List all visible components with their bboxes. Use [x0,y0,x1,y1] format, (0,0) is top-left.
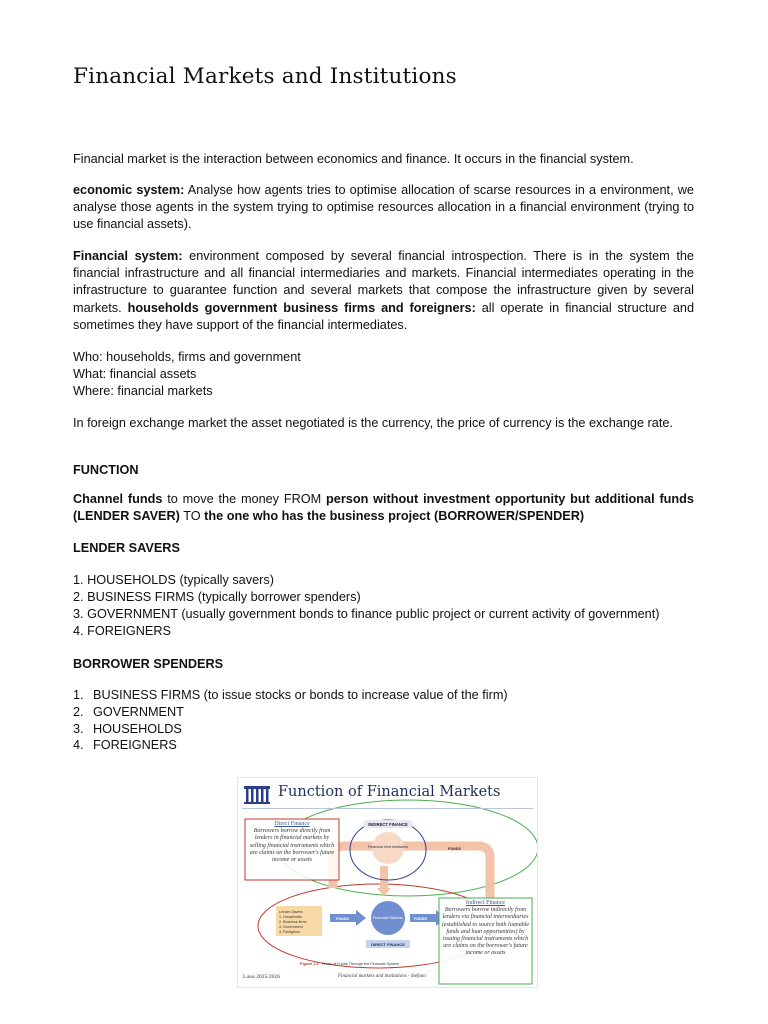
funds-label-top: FUNDS [448,847,462,851]
borrower-text: BUSINESS FIRMS (to issue stocks or bonds to increase value of the firm) [93,688,508,702]
where-line: Where: financial markets [73,384,213,398]
channel-funds-paragraph [73,491,694,525]
page-title: Financial Markets and Institutions [73,64,457,89]
borrower-text: HOUSEHOLDS [93,722,182,736]
borrower-spenders-heading: BORROWER SPENDERS [73,657,224,671]
institution-columns-icon [244,786,270,804]
intro-paragraph: Financial market is the interaction between economics and finance. It occurs in the financial system. [73,152,634,166]
participants-text: all operate in financial structure and sometimes they have support of the financial intermediates. [73,300,694,332]
borrower-spender-term: the one who has the business project (BORROWER/SPENDER) [204,509,585,524]
lender-list-item: 3. Government [279,925,303,929]
direct-finance-label: DIRECT FINANCE [371,942,405,947]
slide-footer-center: Financial markets and institutions - Stefano [338,974,426,979]
what-line: What: financial assets [73,367,197,381]
direct-finance-box-text [247,821,337,864]
direct-finance-heading: Direct Finance [274,821,310,827]
financial-system-text: environment composed by several financial introspection. There is in the system the financial infrastructure and all financial intermediaries and markets. Financial intermediates operating in the infrastructure to guarantee function and several markets that compose the infrastructure given by several markets. [73,249,694,315]
who-line: Who: households, firms and government [73,350,301,364]
borrower-number: 2. [73,705,84,719]
lender-item: 3. GOVERNMENT (usually government bonds to finance public project or current activity of government) [73,607,660,621]
economic-system-term: economic system: [73,183,185,197]
funds-label-right: FUNDS [414,917,428,921]
indirect-finance-description: Borrowers borrow indirectly from lenders via financial intermediaries (established to source both loanable funds and loan opportunities) by issuing financial instruments which are claims on the borrower's future income or assets [441,907,530,957]
lender-list-item: 1. Households [279,915,302,919]
borrower-item [73,737,177,754]
economic-system-text: Analyse how agents tries to optimise allocation of scarse resources in a environment, we analyse those agents in the system trying to optimise resources allocation in a financial environment (trying to use financial assets). [73,183,694,232]
borrower-number: 4. [73,738,84,752]
direct-finance-description: Borrowers borrow directly from lenders in financial markets by selling financial instruments which are claims on the borrower's future income or assets [249,828,335,864]
funds-label-left: FUNDS [336,917,350,921]
markets-label: Financial Markets [373,916,403,920]
participants-term: households government business firms and foreigners: [127,300,476,315]
lender-item: 2. BUSINESS FIRMS (typically borrower spenders) [73,590,361,604]
economic-system-paragraph [73,182,694,234]
figure-caption: Flows of Funds Through the Financial System [322,962,400,966]
financial-system-paragraph [73,248,694,334]
slide-title-rule [242,808,533,809]
borrower-number: 3. [73,722,84,736]
channel-text-1: to move the money FROM [162,492,327,506]
borrower-number: 1. [73,688,84,702]
lender-item: 1. HOUSEHOLDS (typically savers) [73,573,274,587]
figure-caption-number: Figure 2.1 [300,961,319,966]
channel-text-2: TO [179,509,205,524]
intermediaries-label: Financial Intermediaries [367,845,409,849]
lender-saver-term: person without investment opportunity but additional funds (LENDER SAVER) [73,492,694,524]
slide-title: Function of Financial Markets [278,784,501,800]
borrower-text: FOREIGNERS [93,738,177,752]
lender-list-item: 2. Business firms [279,920,307,924]
lender-savers-heading: LENDER SAVERS [73,541,180,555]
lender-item: 4. FOREIGNERS [73,624,171,638]
borrower-item [73,721,182,738]
vertical-flow-arrow [380,866,388,890]
function-heading: FUNCTION [73,463,139,477]
financial-markets-slide-figure [237,777,538,988]
slide-footer-left: Luiss 2025/2026 [243,974,280,980]
lender-list-item: 4. Foreigners [279,930,301,934]
indirect-finance-heading: Indirect Finance [465,900,506,906]
lender-list-item: Lender-Savers [279,910,303,914]
indirect-finance-label: INDIRECT FINANCE [368,822,408,827]
channel-funds-term: Channel funds [73,492,163,506]
forex-paragraph: In foreign exchange market the asset negotiated is the currency, the price of currency is the exchange rate. [73,416,673,430]
borrower-item [73,687,508,704]
indirect-finance-box-text [441,900,530,958]
borrower-text: GOVERNMENT [93,705,184,719]
borrower-item [73,704,184,721]
financial-system-term: Financial system: [73,249,183,263]
